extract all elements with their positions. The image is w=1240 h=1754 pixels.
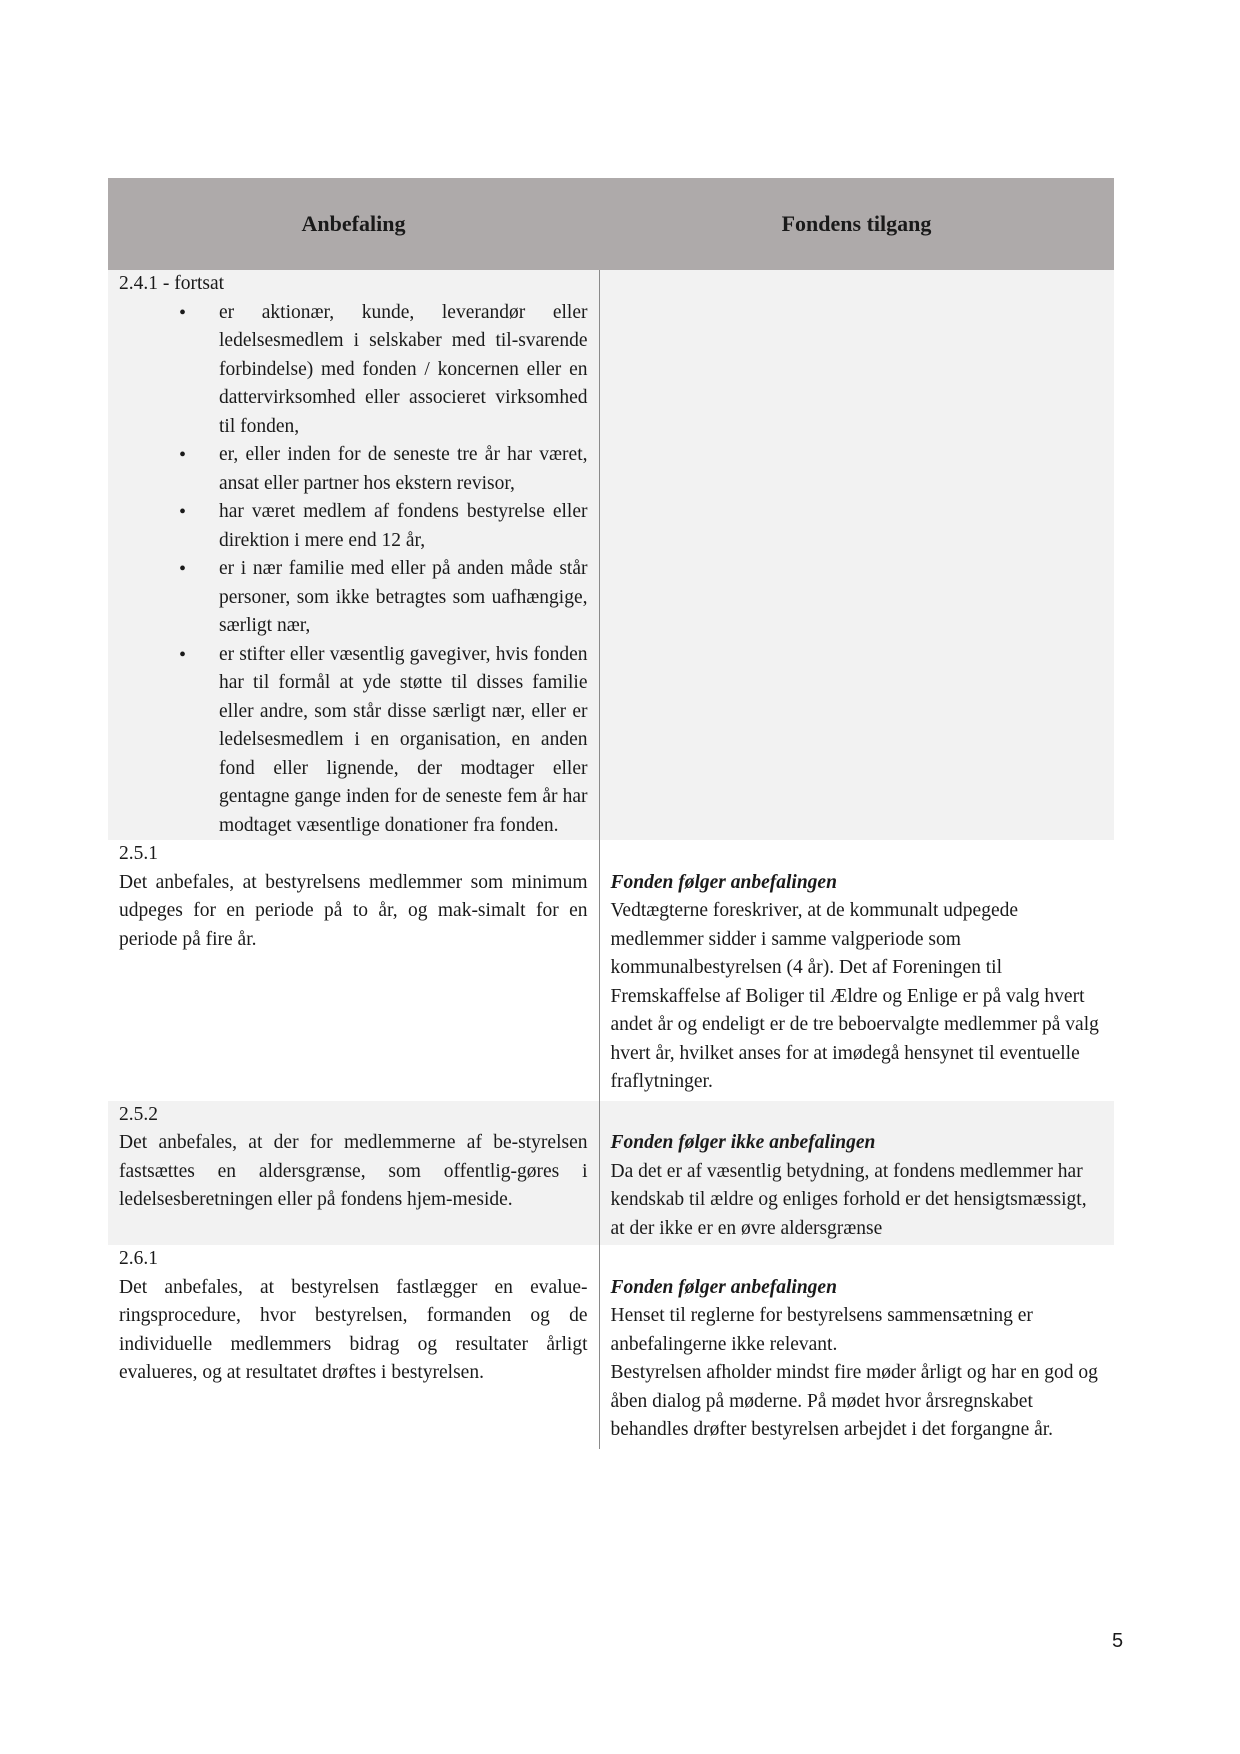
table-header-row [108, 178, 1114, 270]
list-item: • er i nær familie med eller på anden måde står personer, som ikke betragtes som uafhængige, særligt nær, [219, 555, 588, 641]
column-header-anbefaling: Anbefaling [108, 178, 599, 270]
list-item: • er stifter eller væsentlig gavegiver, hvis fonden har til formål at yde støtte til disses familie eller andre, som står disse særligt nær, eller er ledelsesmedlem i en organisation, en anden fond eller lignende, der modtager eller gentagne gange inden for de seneste fem år har modtaget væsentlige donationer fra fonden. [219, 641, 588, 841]
table-row [108, 840, 1114, 1101]
response-text: Vedtægterne foreskriver, at de kommunalt udpegede medlemmer sidder i samme valgperiode som kommunalbestyrelsen (4 år). Det af Foreningen til Fremskaffelse af Boliger til Ældre og Enlige er på valg hvert andet år og endeligt er de tre beboervalgte medlemmer på valg hvert år, hvilket anses for at imødegå hensynet til eventuelle fraflytninger. [610, 900, 1099, 1092]
recommendation-cell [108, 1245, 599, 1449]
response-text: Henset til reglerne for bestyrelsens sammensætning er anbefalingerne ikke relevant. [610, 1305, 1033, 1355]
column-header-fondens-tilgang: Fondens tilgang [599, 178, 1114, 270]
recommendation-table [108, 178, 1114, 1449]
section-id: 2.4.1 - fortsat [119, 273, 225, 294]
verdict-label: Fonden følger anbefalingen [610, 871, 837, 893]
bullet-icon: • [179, 558, 187, 580]
response-cell [599, 1101, 1114, 1246]
recommendation-cell [108, 270, 599, 840]
bullet-icon: • [179, 643, 187, 666]
page-number: 5 [1112, 1630, 1124, 1652]
recommendation-text: Det anbefales, at der for medlemmerne af be-styrelsen fastsættes en aldersgrænse, som offentlig-gøres i ledelsesberetningen eller på fondens hjem-meside. [119, 1132, 588, 1210]
recommendation-cell [108, 840, 599, 1101]
response-cell [599, 1245, 1114, 1449]
recommendation-cell [108, 1101, 599, 1246]
criteria-list [119, 299, 588, 841]
response-cell [599, 270, 1114, 840]
response-text: Da det er af væsentlig betydning, at fondens medlemmer har kendskab til ældre og enliges forhold er det hensigtsmæssigt, at der ikke er en øvre aldersgrænse [610, 1160, 1087, 1239]
list-item: • er aktionær, kunde, leverandør eller ledelsesmedlem i selskaber med til-svarende forbindelse) med fonden / koncernen eller en dattervirksomhed eller associeret virksomhed til fonden, [219, 299, 588, 442]
bullet-icon: • [179, 501, 187, 523]
section-id: 2.5.1 [119, 843, 158, 864]
response-cell [599, 840, 1114, 1101]
section-id: 2.5.2 [119, 1103, 158, 1125]
verdict-label: Fonden følger anbefalingen [610, 1276, 837, 1298]
recommendation-text: Det anbefales, at bestyrelsen fastlægger en evalue-ringsprocedure, hvor bestyrelsen, formanden og de individuelle medlemmers bidrag og resultater årligt evalueres, og at resultatet drøftes i bestyrelsen. [119, 1276, 588, 1383]
list-item: • er, eller inden for de seneste tre år har været, ansat eller partner hos ekstern revisor, [219, 441, 588, 498]
bullet-icon: • [179, 301, 187, 324]
section-id: 2.6.1 [119, 1248, 158, 1269]
recommendation-text: Det anbefales, at bestyrelsens medlemmer som minimum udpeges for en periode på to år, og mak-simalt for en periode på fire år. [119, 871, 588, 950]
table-row [108, 1245, 1114, 1449]
verdict-label: Fonden følger ikke anbefalingen [610, 1132, 876, 1153]
response-text-continued: Bestyrelsen afholder mindst fire møder årligt og har en god og åben dialog på møderne. På mødet hvor årsregnskabet behandles drøfter bestyrelsen arbejdet i det forgangne år. [610, 1362, 1098, 1440]
bullet-icon: • [179, 444, 187, 466]
list-item: • har været medlem af fondens bestyrelse eller direktion i mere end 12 år, [219, 498, 588, 555]
table-row [108, 1101, 1114, 1246]
table-row [108, 270, 1114, 840]
